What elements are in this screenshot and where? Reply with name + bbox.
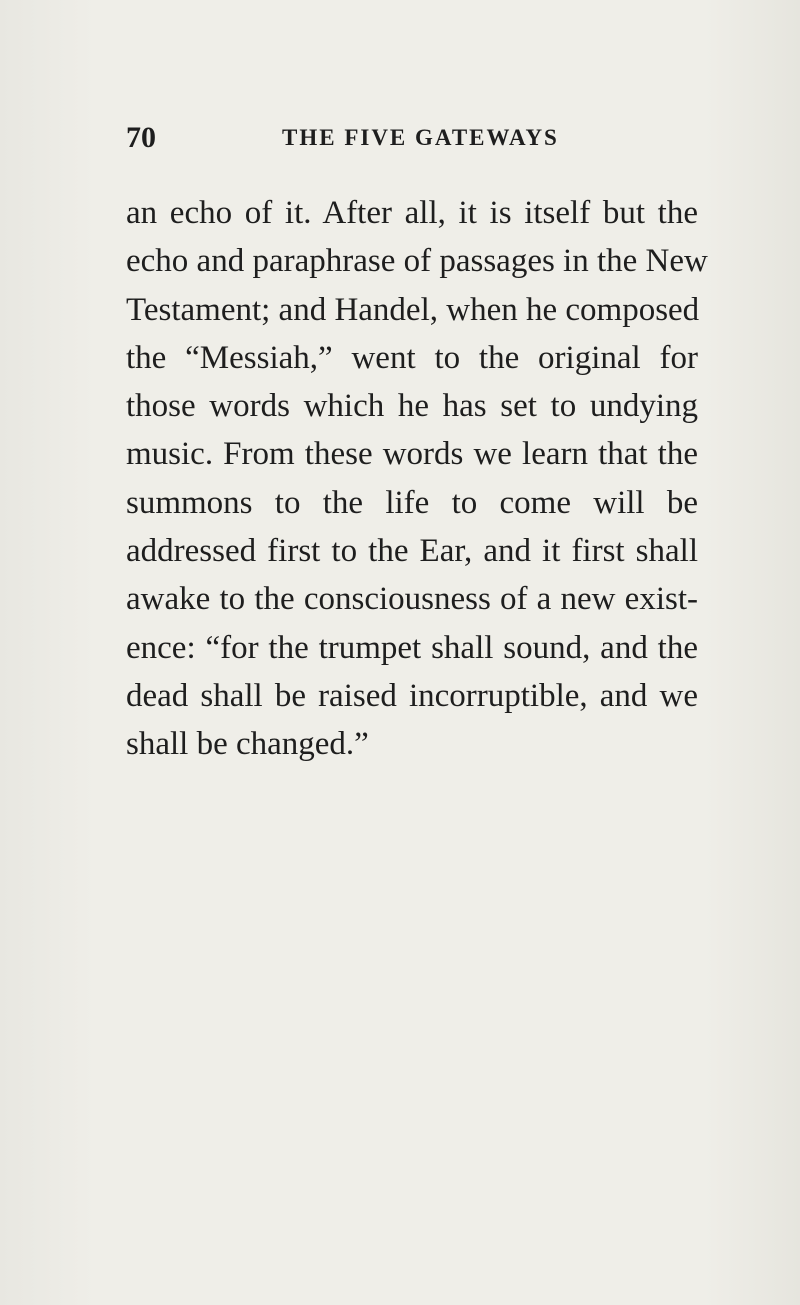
text-line: summons to the life to come will be: [126, 484, 698, 521]
running-head: [126, 121, 698, 161]
text-line: echo and paraphrase of passages in the New: [126, 243, 708, 280]
body-paragraph: [126, 189, 708, 769]
running-title: THE FIVE GATEWAYS: [282, 125, 559, 150]
page-number: 70: [126, 121, 156, 154]
text-line: shall be changed.”: [126, 726, 369, 763]
text-line: music. From these words we learn that the: [126, 436, 698, 473]
text-line: awake to the consciousness of a new exist-: [126, 581, 698, 618]
text-line: the “Messiah,” went to the original for: [126, 339, 698, 376]
text-line: ence: “for the trumpet shall sound, and the: [126, 629, 698, 666]
text-line: those words which he has set to undying: [126, 388, 698, 425]
text-line: dead shall be raised incorruptible, and we: [126, 677, 698, 714]
text-line: Testament; and Handel, when he composed: [126, 291, 700, 328]
text-line: addressed first to the Ear, and it first shall: [126, 533, 698, 570]
text-line: an echo of it. After all, it is itself but the: [126, 195, 698, 231]
